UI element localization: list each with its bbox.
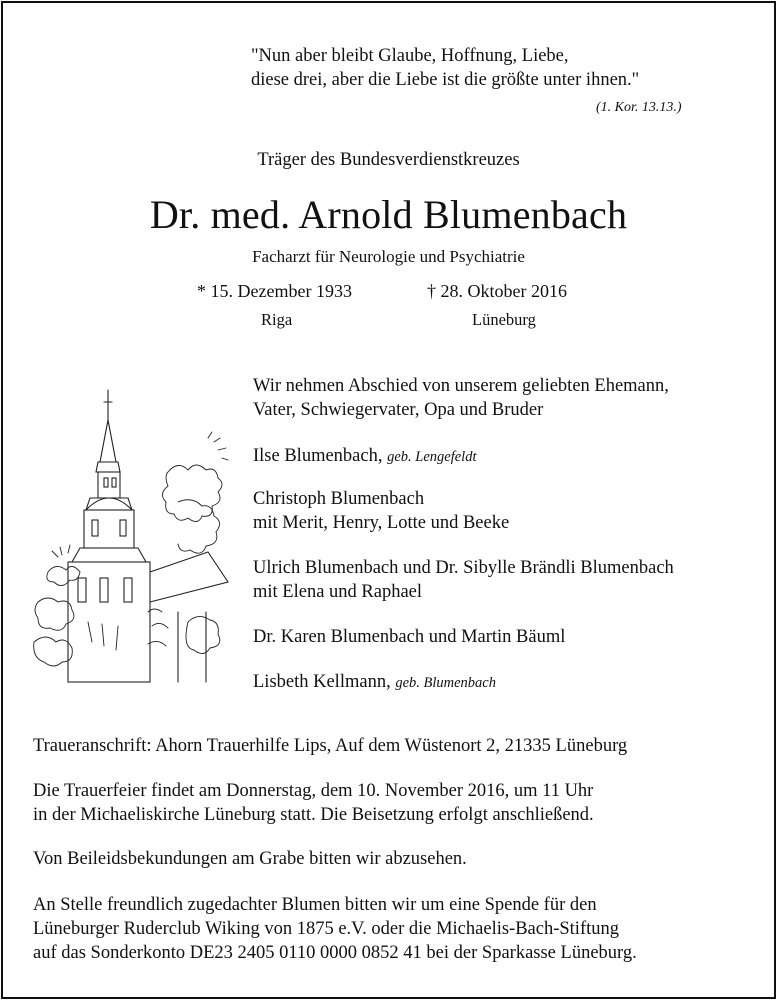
family-member-2-line-1: Christoph Blumenbach bbox=[253, 489, 425, 509]
donation-line-1: An Stelle freundlich zugedachter Blumen bitten wir um eine Spende für den bbox=[33, 895, 597, 915]
funeral-service bbox=[33, 779, 594, 827]
profession: Facharzt für Neurologie und Psychiatrie bbox=[252, 247, 525, 266]
death-place: Lüneburg bbox=[472, 310, 536, 329]
funeral-service-line-2: in der Michaeliskirche Lüneburg statt. Die Beisetzung erfolgt anschließend. bbox=[33, 805, 594, 825]
family-member-2 bbox=[253, 487, 509, 535]
family-member-5-name: Lisbeth Kellmann, bbox=[253, 672, 391, 692]
family-member-2-line-2: mit Merit, Henry, Lotte und Beeke bbox=[253, 513, 510, 533]
family-member-5-note: geb. Blumenbach bbox=[395, 675, 496, 691]
family-intro bbox=[253, 374, 669, 422]
family-member-4: Dr. Karen Blumenbach und Martin Bäuml bbox=[253, 627, 566, 647]
family-member-1-note: geb. Lengefeldt bbox=[387, 449, 477, 465]
family-member-1 bbox=[253, 444, 477, 469]
birth-place: Riga bbox=[261, 310, 293, 329]
family-intro-line-2: Vater, Schwiegervater, Opa und Bruder bbox=[253, 400, 544, 420]
mourning-address: Traueranschrift: Ahorn Trauerhilfe Lips, Auf dem Wüstenort 2, 21335 Lüneburg bbox=[33, 736, 628, 756]
funeral-service-line-1: Die Trauerfeier findet am Donnerstag, dem 10. November 2016, um 11 Uhr bbox=[33, 781, 594, 801]
quote-line-2: diese drei, aber die Liebe ist die größte unter ihnen." bbox=[251, 70, 640, 90]
bible-quote bbox=[251, 44, 639, 92]
quote-reference: (1. Kor. 13.13.) bbox=[596, 100, 682, 115]
family-member-3-line-2: mit Elena und Raphael bbox=[253, 582, 423, 602]
deceased-name: Dr. med. Arnold Blumenbach bbox=[149, 192, 628, 237]
family-member-5 bbox=[253, 670, 496, 695]
family-intro-line-1: Wir nehmen Abschied von unserem geliebten Ehemann, bbox=[253, 376, 669, 396]
family-member-3 bbox=[253, 556, 674, 604]
donation-request bbox=[33, 893, 637, 965]
donation-line-2: Lüneburger Ruderclub Wiking von 1875 e.V. oder die Michaelis-Bach-Stiftung bbox=[33, 919, 620, 939]
church-tower-sketch-icon bbox=[28, 382, 238, 692]
quote-line-1: "Nun aber bleibt Glaube, Hoffnung, Liebe, bbox=[251, 46, 569, 66]
birth-date: * 15. Dezember 1933 bbox=[197, 281, 352, 301]
death-date: † 28. Oktober 2016 bbox=[427, 281, 567, 301]
honor-title: Träger des Bundesverdienstkreuzes bbox=[257, 150, 520, 170]
condolence-note: Von Beileidsbekundungen am Grabe bitten wir abzusehen. bbox=[33, 849, 467, 869]
donation-line-3: auf das Sonderkonto DE23 2405 0110 0000 0852 41 bei der Sparkasse Lüneburg. bbox=[33, 943, 637, 963]
family-member-3-line-1: Ulrich Blumenbach und Dr. Sibylle Brändli Blumenbach bbox=[253, 558, 674, 578]
family-member-1-name: Ilse Blumenbach, bbox=[253, 446, 383, 466]
